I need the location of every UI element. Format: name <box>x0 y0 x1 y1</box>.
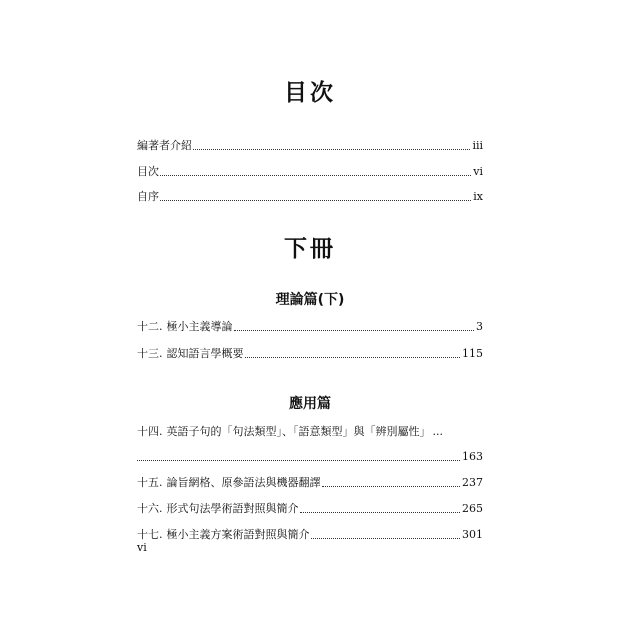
dot-leader <box>300 512 461 513</box>
toc-entry-page: iii <box>472 139 483 152</box>
toc-entry-label: 極小主義導論 <box>166 320 233 333</box>
page-title: 目次 <box>284 80 336 106</box>
toc-entry-16[interactable] <box>137 500 483 516</box>
toc-entry-12[interactable] <box>137 318 483 334</box>
dot-leader <box>137 460 460 461</box>
toc-entry-label: 形式句法學術語對照與簡介 <box>166 502 299 515</box>
toc-entry-front-3[interactable] <box>137 188 483 204</box>
toc-entry-page: 115 <box>462 347 483 360</box>
section-title-theory: 理論篇(下) <box>275 292 345 308</box>
toc-entry-page: 3 <box>476 320 483 333</box>
toc-entry-page: vi <box>473 165 483 178</box>
toc-entry-label: 論旨網格、原參語法與機器翻譯 <box>166 476 321 489</box>
toc-entry-page: ix <box>473 190 483 203</box>
dot-leader <box>245 357 461 358</box>
toc-entry-number: 十七. <box>137 528 163 541</box>
dot-leader <box>160 175 471 176</box>
toc-entry-front-1[interactable] <box>137 137 483 153</box>
toc-entry-13[interactable] <box>137 345 483 361</box>
toc-entry-17[interactable] <box>137 526 483 542</box>
toc-entry-page: 163 <box>462 450 483 463</box>
toc-entry-label: 極小主義方案術語對照與簡介 <box>166 528 310 541</box>
toc-entry-15[interactable] <box>137 474 483 490</box>
toc-entry-14[interactable] <box>137 423 467 439</box>
toc-entry-page: 265 <box>462 502 483 515</box>
section-title-applied: 應用篇 <box>289 396 331 412</box>
dot-leader <box>311 538 461 539</box>
dot-leader <box>160 200 471 201</box>
toc-entry-number: 十三. <box>137 347 163 360</box>
toc-entry-label: 英語子句的「句法類型」、「語意類型」與「辨別屬性」 <box>166 425 431 438</box>
dot-leader <box>193 149 470 150</box>
toc-entry-label: 目次 <box>137 165 159 178</box>
toc-entry-page: 301 <box>462 528 483 541</box>
toc-entry-label: 認知語言學概要 <box>166 347 244 360</box>
toc-entry-14-continued[interactable] <box>137 448 483 464</box>
toc-entry-page: 237 <box>462 476 483 489</box>
toc-entry-number: 十六. <box>137 502 163 515</box>
toc-entry-number: 十五. <box>137 476 163 489</box>
toc-entry-front-2[interactable] <box>137 163 483 179</box>
toc-entry-number: 十二. <box>137 320 163 333</box>
toc-entry-tail: ... <box>432 425 443 438</box>
footer-page-number: vi <box>137 541 147 554</box>
dot-leader <box>322 486 461 487</box>
toc-entry-label: 編著者介紹 <box>137 139 192 152</box>
volume-title: 下冊 <box>284 236 336 262</box>
toc-entry-number: 十四. <box>137 425 163 438</box>
toc-entry-label: 自序 <box>137 190 159 203</box>
dot-leader <box>234 330 475 331</box>
